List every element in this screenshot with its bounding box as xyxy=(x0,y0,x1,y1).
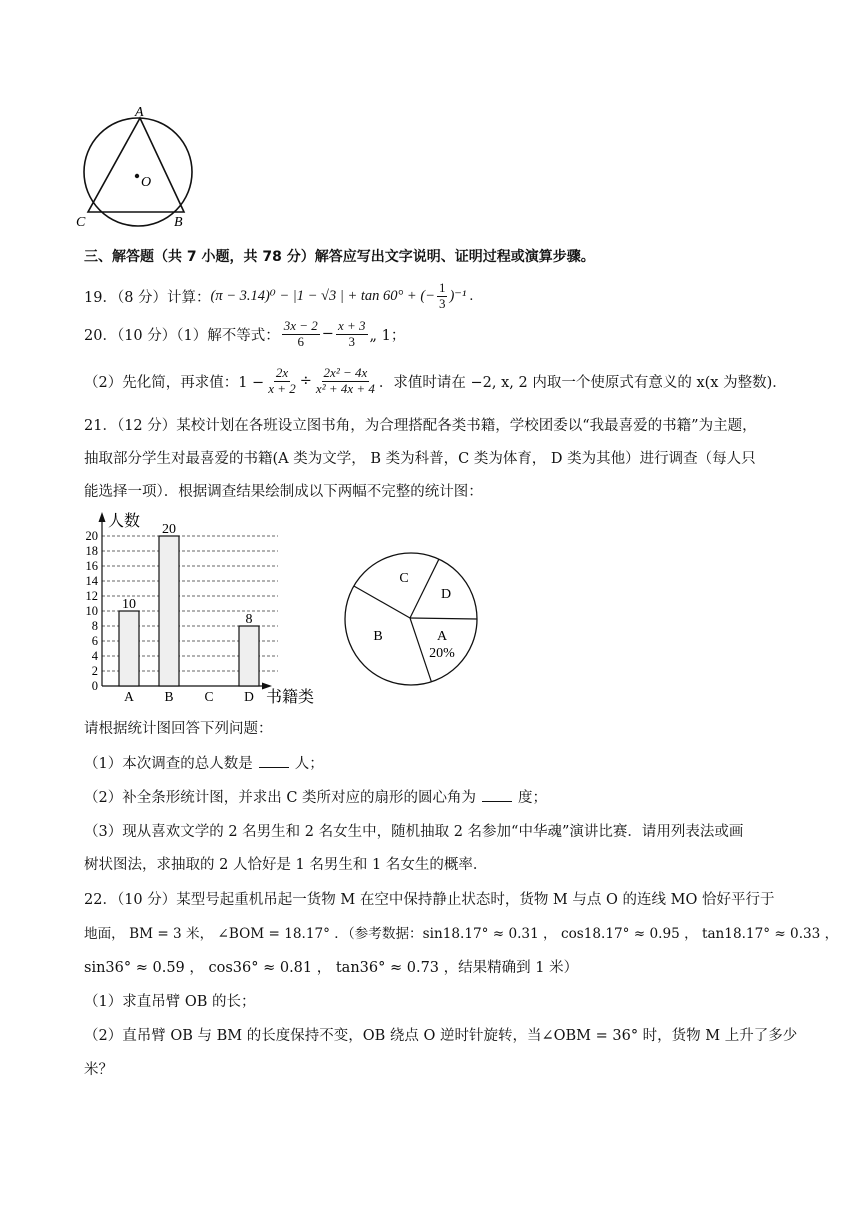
x-tick-label: B xyxy=(164,689,174,704)
q22-line-3: sin36° ≈ 0.59 ， cos36° ≈ 0.81 ， tan36° ≈ 0.73 ，结果精确到 1 米） xyxy=(84,960,579,976)
q21-instruction: 请根据统计图回答下列问题： xyxy=(84,721,273,737)
q21-sub2 xyxy=(84,786,547,807)
q21-sub1 xyxy=(84,752,324,773)
q20-f2-den: 3 xyxy=(348,333,355,349)
q22-sub2-line2: 米？ xyxy=(84,1062,113,1078)
q20-f2-num: x + 3 xyxy=(337,318,366,333)
y-tick-label: 0 xyxy=(91,679,98,693)
q19-expr-a: (π − 3.14)⁰ − |1 − √3 | + tan 60° + (− xyxy=(210,287,435,304)
bar-chart xyxy=(82,506,342,706)
question-20-part1 xyxy=(84,319,405,350)
bar-value-label: 8 xyxy=(245,612,253,627)
q21-line-1: 21．（12 分）某校计划在各班设立图书角，为合理搭配各类书籍，学校团委以“我最喜爱的书籍”为主题， xyxy=(84,418,757,434)
q20-div: ÷ xyxy=(299,373,312,390)
q20-f4-den: x² + 4x + 4 xyxy=(315,380,375,396)
question-19 xyxy=(84,281,474,312)
q20-fraction-4 xyxy=(314,366,377,397)
q22-sub1: （1）求直吊臂 OB 的长； xyxy=(84,994,256,1010)
y-tick-label: 6 xyxy=(91,634,98,648)
y-tick-label: 8 xyxy=(91,619,98,633)
q21-sub2-blank xyxy=(482,789,512,802)
y-axis-label: 人数 xyxy=(108,513,141,530)
q20-part2-tail: ．求值时请在 −2, x, 2 内取一个使原式有意义的 x(x 为整数)． xyxy=(378,374,787,391)
bar-value-label: 10 xyxy=(122,597,136,612)
pie-divider xyxy=(354,586,410,618)
pie-percent-label: 20% xyxy=(429,646,455,661)
bar-D xyxy=(239,626,259,686)
center-point xyxy=(135,174,139,178)
pie-slice-label: B xyxy=(373,629,383,644)
pie-slice-label: C xyxy=(399,571,409,586)
pie-divider xyxy=(410,559,439,618)
q19-prefix: 19．（8 分）计算： xyxy=(84,289,211,306)
q21-sub3-line1: （3）现从喜欢文学的 2 名男生和 2 名女生中，随机抽取 2 名参加“中华魂”演讲比赛．请用列表法或画 xyxy=(84,824,744,840)
bar-A xyxy=(119,611,139,686)
circumcircle xyxy=(84,118,192,226)
q20-fraction-1 xyxy=(282,319,320,350)
q20-f1-den: 6 xyxy=(297,333,305,349)
x-axis-label: 书籍类 xyxy=(266,689,315,706)
q20-f4-num: 2x² − 4x xyxy=(323,365,368,380)
q20-part2-prefix: （2）先化简，再求值：1 − xyxy=(84,374,265,391)
pie-slice-label: A xyxy=(436,629,448,644)
q19-frac-den: 3 xyxy=(438,295,446,311)
pie-slice-label: D xyxy=(440,587,452,602)
q21-sub1-unit: 人； xyxy=(294,756,324,772)
label-c: C xyxy=(76,215,86,230)
label-o: O xyxy=(141,175,152,190)
triangle-circle-figure xyxy=(74,104,204,232)
x-tick-label: A xyxy=(124,689,134,704)
label-b: B xyxy=(174,215,183,230)
y-tick-label: 4 xyxy=(91,649,98,663)
q19-frac-num: 1 xyxy=(438,280,446,295)
y-axis-arrow xyxy=(99,512,106,522)
label-a: A xyxy=(135,105,144,120)
q21-sub2-text: （2）补全条形统计图，并求出 C 类所对应的扇形的圆心角为 xyxy=(84,790,477,806)
q21-sub2-unit: 度； xyxy=(518,790,548,806)
q20-minus: − xyxy=(321,326,334,343)
q20-tail: „ 1； xyxy=(369,327,406,344)
q22-line-2: 地面， BM = 3 米， ∠BOM = 18.17° ．（参考数据：sin18.17° ≈ 0.31 ， cos18.17° ≈ 0.95 ， tan18.17° ≈ 0.33 ， xyxy=(84,926,839,942)
q22-sub2-line1: （2）直吊臂 OB 与 BM 的长度保持不变，OB 绕点 O 逆时针旋转，当∠OBM = 36° 时，货物 M 上升了多少 xyxy=(84,1028,798,1044)
x-tick-label: D xyxy=(244,689,254,704)
q20-fraction-3 xyxy=(266,366,298,397)
q20-f1-num: 3x − 2 xyxy=(283,318,318,333)
question-20-part2 xyxy=(84,366,787,397)
y-tick-label: 12 xyxy=(85,589,98,603)
q20-fraction-2 xyxy=(336,319,368,350)
y-tick-label: 14 xyxy=(85,574,98,588)
y-tick-label: 20 xyxy=(85,529,98,543)
q21-line-2: 抽取部分学生对最喜爱的书籍(A 类为文学， B 类为科普，C 类为体育， D 类为其他）进行调查（每人只 xyxy=(84,451,756,467)
q19-expr-b: )⁻¹ . xyxy=(449,287,474,304)
q19-fraction xyxy=(437,281,448,312)
q21-sub3-line2: 树状图法，求抽取的 2 人恰好是 1 名男生和 1 名女生的概率． xyxy=(84,857,488,873)
y-tick-label: 16 xyxy=(85,559,98,573)
section-heading: 三、解答题（共 7 小题，共 78 分）解答应写出文字说明、证明过程或演算步骤。 xyxy=(84,249,595,265)
pie-chart xyxy=(340,548,482,690)
pie-divider xyxy=(410,618,477,619)
q20-f3-num: 2x xyxy=(275,365,289,380)
x-tick-label: C xyxy=(204,689,214,704)
q20-f3-den: x + 2 xyxy=(268,380,296,396)
bar-B xyxy=(159,536,179,686)
q21-sub1-text: （1）本次调查的总人数是 xyxy=(84,756,253,772)
y-tick-label: 2 xyxy=(91,664,98,678)
y-tick-label: 10 xyxy=(85,604,98,618)
q20-prefix: 20．（10 分）（1）解不等式： xyxy=(84,327,280,344)
q21-line-3: 能选择一项）．根据调查结果绘制成以下两幅不完整的统计图： xyxy=(84,484,483,500)
q21-sub1-blank xyxy=(259,755,289,768)
q22-line-1: 22．（10 分）某型号起重机吊起一货物 M 在空中保持静止状态时，货物 M 与点 O 的连线 MO 恰好平行于 xyxy=(84,892,775,908)
y-tick-label: 18 xyxy=(85,544,98,558)
bar-value-label: 20 xyxy=(162,522,176,537)
